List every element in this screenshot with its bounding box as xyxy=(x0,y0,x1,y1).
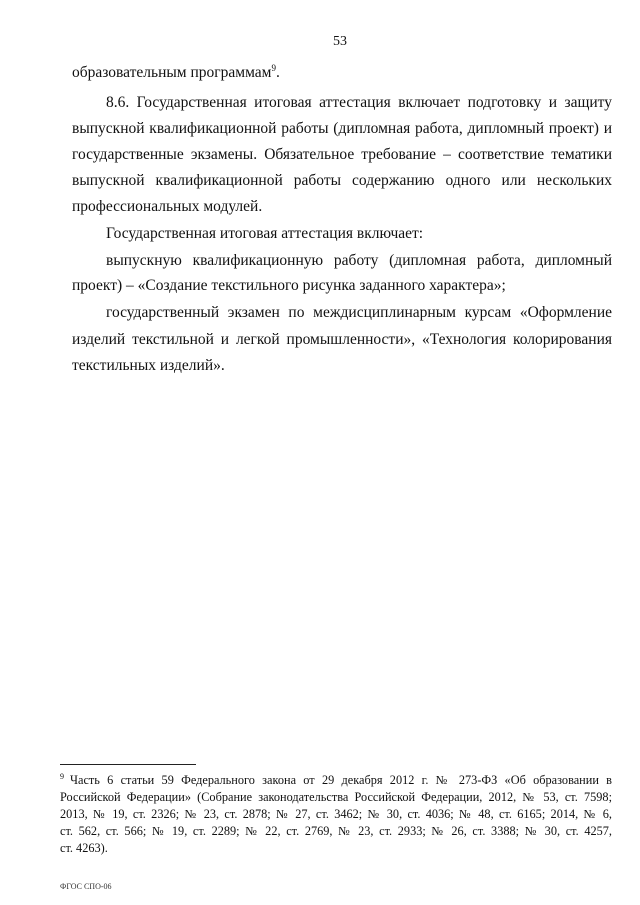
list-item-line: государственный экзамен по междисциплинарным курсам «Оформление xyxy=(106,304,612,321)
includes-heading: Государственная итоговая аттестация включает: xyxy=(106,225,424,242)
paragraph-line: профессиональных модулей. xyxy=(72,198,263,215)
paragraph-line: государственные экзамены. Обязательное требование – соответствие тематики xyxy=(72,146,612,163)
paragraph-line: выпускной квалификационной работы (дипломная работа, дипломный проект) и xyxy=(72,120,612,137)
list-item-line: изделий текстильной и легкой промышленности», «Технология колорирования xyxy=(72,331,612,348)
footnote-line: ст. 4263). xyxy=(60,841,108,855)
list-item-line: текстильных изделий». xyxy=(72,357,225,374)
footnote-line-text: Часть 6 статьи 59 Федерального закона от 29 декабря 2012 г. № 273-ФЗ «Об образовании в xyxy=(70,773,612,787)
footnote-mark: 9 xyxy=(60,771,64,781)
continuation-text: образовательным программам xyxy=(72,64,272,81)
page-number: 53 xyxy=(333,34,347,49)
document-code: ФГОС СПО-06 xyxy=(60,882,112,891)
list-item-line: проект) – «Создание текстильного рисунка заданного характера»; xyxy=(72,277,506,294)
footnote-line: 2013, № 19, ст. 2326; № 23, ст. 2878; № 27, ст. 3462; № 30, ст. 4036; № 48, ст. 6165; 2014, № 6, xyxy=(60,807,612,821)
list-item-line: выпускную квалификационную работу (дипломная работа, дипломный xyxy=(106,252,612,269)
paragraph-line: выпускной квалификационной работы содержанию одного или нескольких xyxy=(72,172,612,189)
footnote-line xyxy=(60,772,612,789)
footnote-reference[interactable]: 9 xyxy=(271,62,276,73)
footnote-line: Российской Федерации» (Собрание законодательства Российской Федерации, 2012, № 53, ст. 7598; xyxy=(60,790,612,804)
continuation-line: образовательным программам$^9$. xyxy=(72,62,280,81)
footnote-separator xyxy=(60,764,196,765)
footnote-line: ст. 562, ст. 566; № 19, ст. 2289; № 22, ст. 2769, № 23, ст. 2933; № 26, ст. 3388; № 30, ст. 4257, xyxy=(60,824,612,838)
paragraph-line: 8.6. Государственная итоговая аттестация включает подготовку и защиту xyxy=(106,94,612,111)
